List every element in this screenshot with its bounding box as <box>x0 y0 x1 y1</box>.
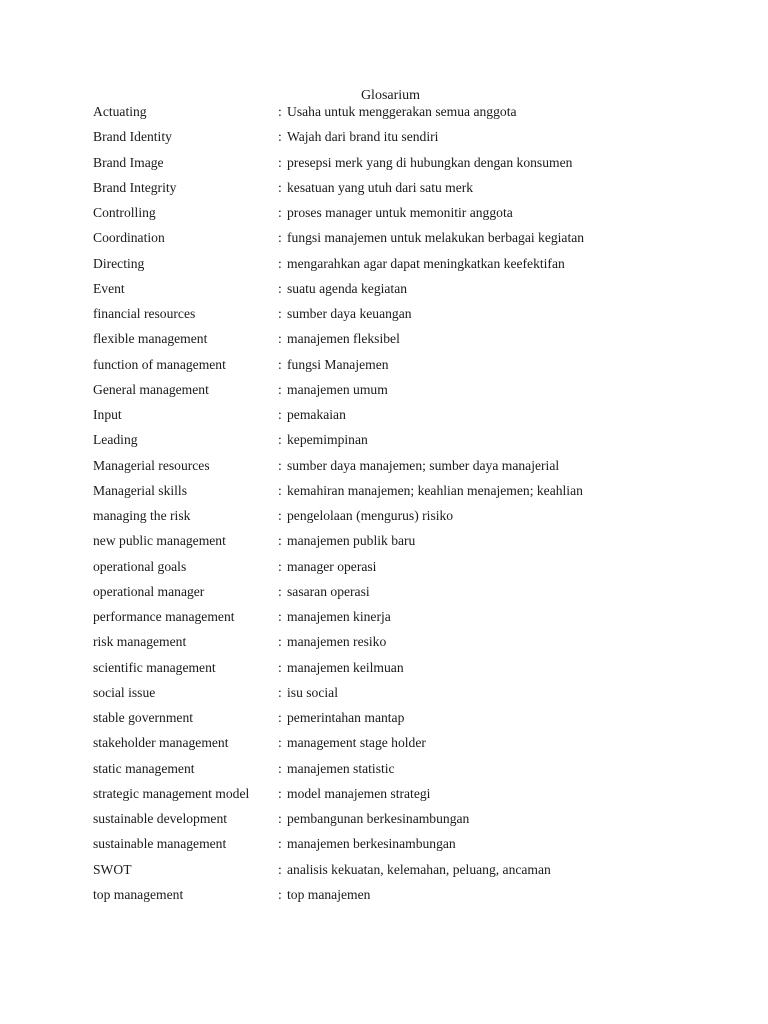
glossary-separator: : <box>278 785 282 801</box>
glossary-row <box>93 583 693 608</box>
glossary-definition: suatu agenda kegiatan <box>287 280 408 296</box>
glossary-term: Input <box>93 407 122 422</box>
glossary-term: sustainable management <box>93 836 227 852</box>
glossary-row <box>93 229 693 254</box>
glossary-definition: kepemimpinan <box>287 432 368 448</box>
glossary-separator: : <box>278 634 282 650</box>
glossary-term: static management <box>93 760 195 776</box>
glossary-separator: : <box>278 381 282 397</box>
glossary-row <box>93 835 693 860</box>
glossary-term: Brand Identity <box>93 129 172 145</box>
glossary-definition: isu social <box>287 684 338 700</box>
glossary-separator: : <box>278 255 282 271</box>
glossary-row <box>93 128 693 153</box>
glossary-definition: sumber daya keuangan <box>287 306 412 321</box>
glossary-term: stable government <box>93 710 194 725</box>
glossary-list <box>93 103 693 911</box>
glossary-term: performance management <box>93 609 235 624</box>
glossary-term: Brand Integrity <box>93 179 177 195</box>
glossary-term: SWOT <box>93 861 132 877</box>
glossary-term: Leading <box>93 432 138 448</box>
glossary-definition: manajemen publik baru <box>287 533 416 549</box>
glossary-definition: manager operasi <box>287 558 377 574</box>
glossary-row <box>93 103 693 128</box>
glossary-separator: : <box>278 407 282 422</box>
glossary-separator: : <box>278 861 282 877</box>
glossary-definition: Usaha untuk menggerakan semua anggota <box>287 104 517 119</box>
glossary-separator: : <box>278 558 282 574</box>
glossary-term: financial resources <box>93 306 196 321</box>
glossary-definition: Wajah dari brand itu sendiri <box>287 129 439 145</box>
glossary-separator: : <box>278 331 282 347</box>
glossary-term: Managerial skills <box>93 482 188 498</box>
glossary-row <box>93 204 693 229</box>
glossary-row <box>93 431 693 456</box>
glossary-term: sustainable development <box>93 811 228 826</box>
glossary-term: function of management <box>93 356 226 372</box>
glossary-row <box>93 255 693 280</box>
glossary-separator: : <box>278 659 282 675</box>
glossary-row <box>93 785 693 810</box>
glossary-term: new public management <box>93 533 226 549</box>
glossary-definition: pemakaian <box>287 407 346 422</box>
glossary-separator: : <box>278 508 282 523</box>
glossary-definition: kemahiran manajemen; keahlian menajemen; keahlian <box>287 482 583 498</box>
glossary-separator: : <box>278 230 282 246</box>
glossary-row <box>93 406 693 431</box>
glossary-definition: kesatuan yang utuh dari satu merk <box>287 179 474 195</box>
glossary-separator: : <box>278 533 282 549</box>
glossary-row <box>93 709 693 734</box>
glossary-definition: analisis kekuatan, kelemahan, peluang, ancaman <box>287 861 551 877</box>
glossary-separator: : <box>278 482 282 498</box>
glossary-separator: : <box>278 609 282 624</box>
glossary-row <box>93 280 693 305</box>
glossary-term: Coordination <box>93 230 165 246</box>
glossary-separator: : <box>278 280 282 296</box>
glossary-row <box>93 810 693 835</box>
glossary-separator: : <box>278 129 282 145</box>
glossary-row <box>93 305 693 330</box>
glossary-definition: pembangunan berkesinambungan <box>287 811 470 826</box>
glossary-definition: top manajemen <box>287 886 371 902</box>
glossary-term: risk management <box>93 634 187 650</box>
glossary-term: managing the risk <box>93 508 191 523</box>
glossary-term: Controlling <box>93 205 156 220</box>
glossary-row <box>93 356 693 381</box>
glossary-separator: : <box>278 886 282 902</box>
glossary-definition: presepsi merk yang di hubungkan dengan konsumen <box>287 154 573 170</box>
glossary-separator: : <box>278 457 282 473</box>
glossary-separator: : <box>278 306 282 321</box>
glossary-separator: : <box>278 205 282 220</box>
glossary-row <box>93 684 693 709</box>
glossary-row <box>93 154 693 179</box>
glossary-term: operational goals <box>93 558 187 574</box>
glossary-row <box>93 760 693 785</box>
page-title: Glosarium <box>360 88 421 103</box>
glossary-definition: manajemen statistic <box>287 760 395 776</box>
glossary-definition: sasaran operasi <box>287 583 370 599</box>
glossary-definition: fungsi Manajemen <box>287 356 389 372</box>
glossary-definition: sumber daya manajemen; sumber daya manajerial <box>287 457 560 473</box>
glossary-separator: : <box>278 811 282 826</box>
glossary-separator: : <box>278 432 282 448</box>
glossary-term: General management <box>93 381 209 397</box>
glossary-row <box>93 532 693 557</box>
glossary-row <box>93 608 693 633</box>
glossary-row <box>93 633 693 658</box>
glossary-definition: manajemen berkesinambungan <box>287 836 456 852</box>
glossary-row <box>93 886 693 911</box>
glossary-term: Directing <box>93 255 145 271</box>
glossary-definition: proses manager untuk memonitir anggota <box>287 205 513 220</box>
glossary-separator: : <box>278 583 282 599</box>
glossary-term: Managerial resources <box>93 457 210 473</box>
glossary-separator: : <box>278 179 282 195</box>
glossary-term: top management <box>93 886 184 902</box>
glossary-separator: : <box>278 356 282 372</box>
glossary-term: operational manager <box>93 583 205 599</box>
glossary-term: flexible management <box>93 331 208 347</box>
glossary-definition: pengelolaan (mengurus) risiko <box>287 508 454 523</box>
glossary-row <box>93 659 693 684</box>
glossary-separator: : <box>278 760 282 776</box>
glossary-row <box>93 507 693 532</box>
glossary-definition: management stage holder <box>287 735 426 751</box>
glossary-definition: manajemen kinerja <box>287 609 391 624</box>
glossary-row <box>93 330 693 355</box>
glossary-row <box>93 482 693 507</box>
glossary-separator: : <box>278 684 282 700</box>
glossary-definition: manajemen keilmuan <box>287 659 404 675</box>
glossary-separator: : <box>278 710 282 725</box>
glossary-definition: manajemen fleksibel <box>287 331 400 347</box>
glossary-row <box>93 457 693 482</box>
glossary-row <box>93 179 693 204</box>
glossary-definition: pemerintahan mantap <box>287 710 405 725</box>
glossary-term: stakeholder management <box>93 735 229 751</box>
glossary-row <box>93 734 693 759</box>
glossary-separator: : <box>278 104 282 119</box>
glossary-term: scientific management <box>93 659 216 675</box>
glossary-definition: manajemen resiko <box>287 634 387 650</box>
glossary-definition: model manajemen strategi <box>287 785 431 801</box>
glossary-definition: fungsi manajemen untuk melakukan berbagai kegiatan <box>287 230 585 246</box>
glossary-row <box>93 558 693 583</box>
glossary-term: strategic management model <box>93 785 250 801</box>
glossary-term: Brand Image <box>93 154 164 170</box>
glossary-separator: : <box>278 836 282 852</box>
glossary-definition: mengarahkan agar dapat meningkatkan keefektifan <box>287 255 565 271</box>
glossary-term: Actuating <box>93 104 147 119</box>
glossary-row <box>93 861 693 886</box>
glossary-definition: manajemen umum <box>287 381 388 397</box>
glossary-separator: : <box>278 154 282 170</box>
glossary-term: Event <box>93 280 125 296</box>
glossary-separator: : <box>278 735 282 751</box>
glossary-term: social issue <box>93 684 156 700</box>
glossary-row <box>93 381 693 406</box>
